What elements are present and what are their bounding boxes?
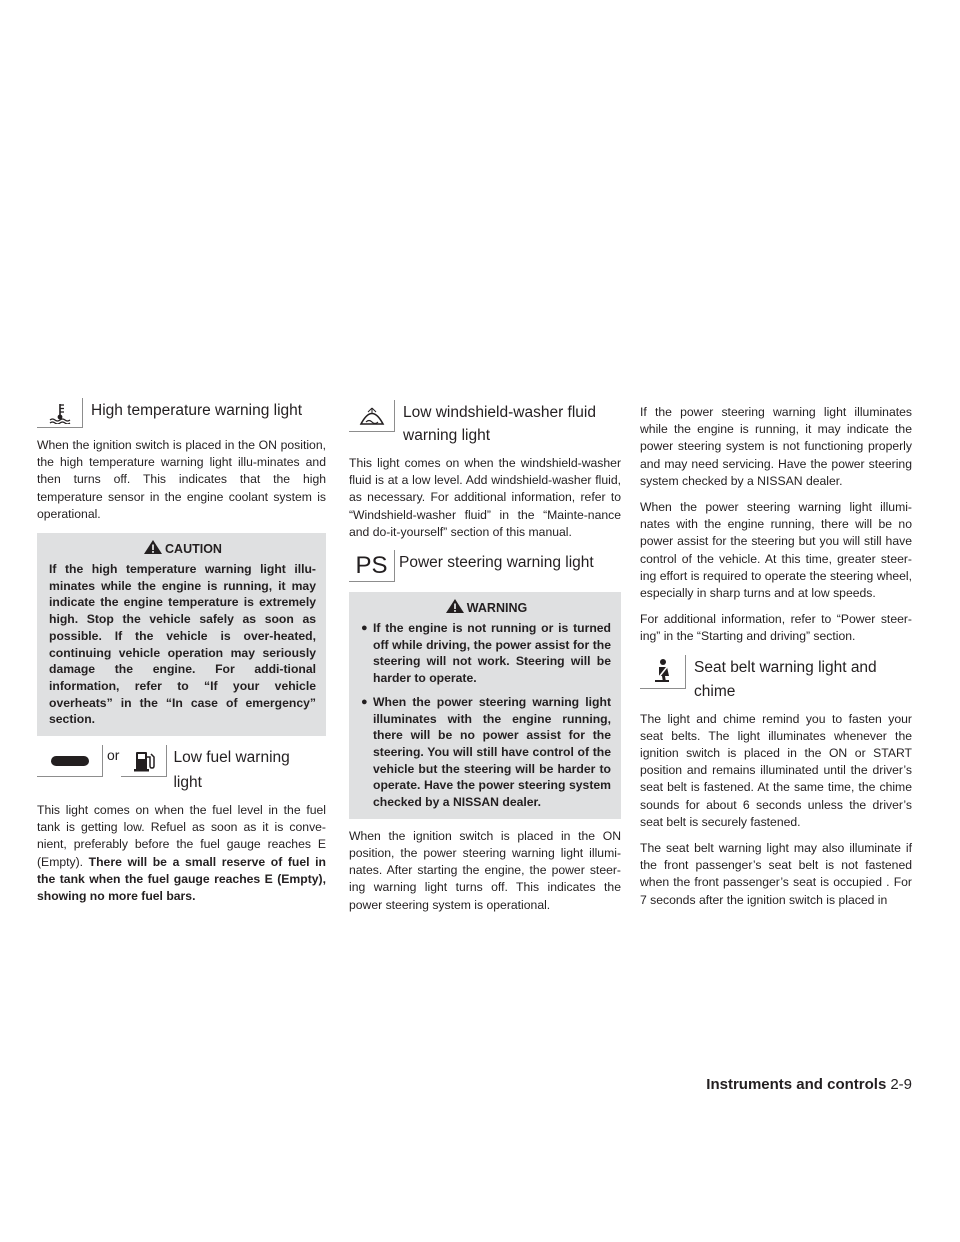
washer-body: This light comes on when the windshield-washer fluid is at a low level. Add windshield-washer fluid, as necessary. For additional information, refer to “Windshield-washer fluid” in the “Mainte-nance and do-it-yourself” section of this manual. bbox=[349, 456, 621, 539]
seat-belt-icon bbox=[640, 655, 686, 689]
column-middle bbox=[349, 398, 621, 923]
ps-icon-text: PS bbox=[355, 551, 388, 579]
fuel-pump-icon bbox=[121, 745, 167, 777]
power-steering-body: When the ignition switch is placed in the ON position, the power steering warning light illumi-nates. After starting the engine, the power steer-ing warning light turns off. This indicates the power steering system is operational. bbox=[349, 828, 621, 912]
seat-belt-title-line1: Seat belt warning light and bbox=[694, 658, 877, 676]
column-left bbox=[37, 398, 326, 914]
coolant-temperature-icon bbox=[37, 398, 83, 428]
low-fuel-heading bbox=[37, 745, 326, 793]
low-fuel-title-line2: light bbox=[173, 774, 202, 792]
caution-triangle-icon bbox=[143, 539, 163, 555]
high-temp-body: When the ignition switch is placed in the ON position, the high temperature warning light illu-minates and then turns off. This indicates that the high temperature sensor in the engine coolant system is operational. bbox=[37, 438, 326, 521]
washer-title bbox=[403, 400, 596, 446]
warning-heading bbox=[361, 598, 611, 615]
caution-heading bbox=[49, 539, 316, 556]
warning-label: WARNING bbox=[466, 601, 528, 616]
low-fuel-body-plain: This light comes on when the fuel level in the fuel tank is getting low. Refuel as soon as it is conve-nient, preferably before the fuel gauge reaches E (Empty). bbox=[37, 803, 326, 869]
low-fuel-body bbox=[37, 802, 326, 905]
washer-heading bbox=[349, 400, 621, 446]
page-number: 2-9 bbox=[890, 1076, 912, 1093]
power-steering-title: Power steering warning light bbox=[399, 554, 594, 572]
caution-box bbox=[37, 533, 326, 736]
power-steering-heading bbox=[349, 550, 621, 582]
low-fuel-body-bold: There will be a small reserve of fuel in the tank when the fuel gauge reaches E (Empty), showing no more fuel bars. bbox=[37, 854, 326, 904]
ps-paragraph-1: If the power steering warning light illuminates while the engine is running, it may indicate the power steering system is not functioning properly and may need servicing. Have the power steering system checked by a NISSAN dealer. bbox=[640, 405, 912, 488]
high-temp-heading bbox=[37, 398, 326, 428]
ps-paragraph-3: For additional information, refer to “Power steer-ing” in the “Starting and driving” section. bbox=[640, 612, 912, 644]
seat-belt-heading bbox=[640, 655, 912, 702]
bullet-dot: ● bbox=[361, 622, 368, 635]
washer-fluid-icon bbox=[349, 400, 395, 432]
seat-belt-body-2: The seat belt warning light may also illuminate if the front passenger’s seat belt is not fastened when the front passenger’s seat is occupied . For 7 seconds after the ignition switch is placed in bbox=[640, 841, 912, 907]
seat-belt-title-line2: chime bbox=[694, 682, 736, 700]
washer-title-line2: warning light bbox=[403, 427, 491, 444]
low-fuel-title-line1: Low fuel warning bbox=[173, 749, 290, 767]
caution-text: If the high temperature warning light illu-minates while the engine is running, it may indicate the engine temperature is extremely high. Stop the vehicle safely as soon as possible. If the vehicle is over-heated, continuing vehicle operation may seriously damage the engine. For addi-tional information, refer to “If your vehicle overheats” in the “In case of emergency” section. bbox=[49, 562, 316, 727]
warning-bullet-2 bbox=[361, 694, 611, 811]
caution-label: CAUTION bbox=[165, 542, 222, 557]
high-temp-title: High temperature warning light bbox=[91, 402, 303, 419]
warning-text bbox=[361, 620, 611, 811]
or-label: or bbox=[107, 747, 120, 764]
warning-bullet-2-text: When the power steering warning light illuminates with the engine running, there will be no power assist for the steering. You will still have control of the vehicle but the steering will be harder to operate. Have the power steering system checked by a NISSAN dealer. bbox=[373, 694, 611, 810]
warning-bullet-1-text: If the engine is not running or is turned off while driving, the power assist for the steering will not work. Steering will be harder to operate. bbox=[373, 621, 611, 686]
page-footer bbox=[690, 1076, 912, 1093]
power-steering-icon bbox=[349, 550, 395, 582]
low-fuel-title bbox=[173, 745, 289, 793]
warning-bullet-1 bbox=[361, 620, 611, 687]
seat-belt-body-1: The light and chime remind you to fasten your seat belts. The light illuminates whenever the ignition switch is placed in the ON or START position and remains illuminated until the driver’s seat belt is fastened. At the same time, the chime sounds for about 6 seconds unless the driver’s seat belt is securely fastened. bbox=[640, 711, 912, 829]
footer-section-title: Instruments and controls bbox=[706, 1076, 887, 1093]
fuel-bar-icon bbox=[37, 745, 103, 777]
seat-belt-title bbox=[694, 655, 877, 702]
washer-title-line1: Low windshield-washer fluid bbox=[403, 404, 596, 421]
column-right bbox=[640, 404, 912, 918]
warning-box bbox=[349, 592, 621, 819]
ps-paragraph-2: When the power steering warning light illumi-nates with the engine running, there will be no power assist for the steering but you will still have control of the vehicle. At this time, greater steer-ing effort is required to operate the steering wheel, especially in sharp turns and at low speeds. bbox=[640, 500, 912, 601]
bullet-dot: ● bbox=[361, 695, 368, 708]
warning-triangle-icon bbox=[445, 598, 465, 614]
